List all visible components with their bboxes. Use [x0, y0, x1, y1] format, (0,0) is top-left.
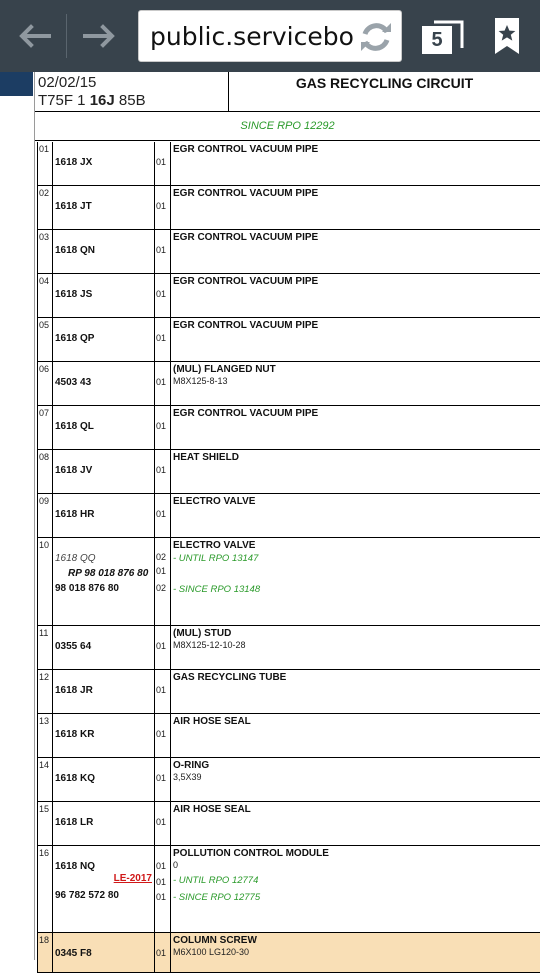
until-rpo-note: - UNTIL RPO 13147 — [173, 553, 259, 564]
quantity-cell — [155, 933, 171, 972]
reference-cell — [53, 406, 155, 449]
quantity-cell — [155, 802, 171, 845]
toolbar-divider — [66, 14, 67, 58]
part-reference: 1618 QP — [55, 333, 95, 344]
part-description: POLLUTION CONTROL MODULE — [173, 848, 329, 859]
description-cell — [171, 933, 540, 972]
part-reference: 0355 64 — [55, 641, 92, 652]
description-cell — [171, 494, 540, 537]
index-cell — [37, 406, 53, 449]
index-cell — [37, 846, 53, 932]
quantity-cell — [155, 406, 171, 449]
description-cell — [171, 186, 540, 229]
table-row — [37, 670, 540, 714]
part-description: EGR CONTROL VACUUM PIPE — [173, 408, 319, 419]
part-quantity: 01 — [156, 817, 167, 827]
row-index: 09 — [39, 496, 50, 506]
part-reference: 1618 HR — [55, 509, 95, 520]
part-spec: 3,5X39 — [173, 772, 202, 782]
part-quantity: 01 — [156, 509, 167, 519]
part-description: AIR HOSE SEAL — [173, 716, 251, 727]
index-cell — [37, 318, 53, 361]
part-reference: 1618 KR — [55, 729, 95, 740]
arrow-left-icon — [17, 23, 51, 49]
old-part-reference: 1618 QQ — [55, 553, 96, 564]
index-cell — [37, 933, 53, 972]
index-cell — [37, 538, 53, 625]
reference-cell — [53, 230, 155, 273]
quantity-cell — [155, 494, 171, 537]
table-row — [37, 802, 540, 846]
quantity-cell — [155, 846, 171, 932]
table-row — [37, 714, 540, 758]
tab-count: 5 — [422, 26, 452, 54]
reference-cell — [53, 538, 155, 625]
row-index: 07 — [39, 408, 50, 418]
description-cell — [171, 450, 540, 493]
address-bar[interactable] — [138, 10, 402, 62]
since-rpo-note: - SINCE RPO 12775 — [173, 892, 261, 903]
part-reference: 96 782 572 80 — [55, 890, 119, 901]
table-row — [37, 494, 540, 538]
description-cell — [171, 230, 540, 273]
reference-cell — [53, 450, 155, 493]
description-cell — [171, 318, 540, 361]
part-quantity: 01 — [156, 289, 167, 299]
table-row — [37, 362, 540, 406]
part-description: EGR CONTROL VACUUM PIPE — [173, 320, 319, 331]
replacement-reference: RP 98 018 876 80 — [68, 568, 149, 579]
index-cell — [37, 758, 53, 801]
part-reference: 1618 LR — [55, 817, 94, 828]
description-cell — [171, 274, 540, 317]
table-row — [37, 186, 540, 230]
left-rule — [34, 72, 35, 960]
le-2017-link[interactable]: LE-2017 — [113, 873, 152, 884]
quantity-cell — [155, 362, 171, 405]
quantity-cell — [155, 626, 171, 669]
part-quantity: 01 — [156, 333, 167, 343]
part-spec: M6X100 LG120-30 — [173, 947, 250, 957]
part-quantity: 01 — [156, 685, 167, 695]
quantity-cell — [155, 450, 171, 493]
index-cell — [37, 670, 53, 713]
reference-cell — [53, 846, 155, 932]
browser-toolbar — [0, 0, 540, 72]
part-description: ELECTRO VALVE — [173, 496, 256, 507]
table-row — [37, 846, 540, 933]
row-index: 10 — [39, 540, 50, 550]
reload-icon — [357, 18, 395, 56]
part-reference: 1618 KQ — [55, 773, 96, 784]
part-quantity: 01 — [156, 377, 167, 387]
quantity-cell — [155, 186, 171, 229]
parts-table — [37, 142, 540, 973]
index-cell — [37, 230, 53, 273]
table-row-highlighted — [37, 933, 540, 973]
index-cell — [37, 714, 53, 757]
row-index: 04 — [39, 276, 50, 286]
part-quantity: 01 — [156, 877, 167, 887]
table-row — [37, 450, 540, 494]
reference-cell — [53, 714, 155, 757]
part-description: O-RING — [173, 760, 210, 771]
description-cell — [171, 142, 540, 185]
description-cell — [171, 802, 540, 845]
description-cell — [171, 538, 540, 625]
row-index: 06 — [39, 364, 50, 374]
doc-code-post: 85B — [114, 92, 146, 109]
description-cell — [171, 626, 540, 669]
part-quantity: 01 — [156, 245, 167, 255]
part-quantity: 01 — [156, 729, 167, 739]
url-text[interactable]: public.servicebo — [150, 22, 354, 51]
reference-cell — [53, 318, 155, 361]
side-strip — [0, 72, 33, 96]
reload-button[interactable] — [357, 18, 395, 56]
reference-cell — [53, 186, 155, 229]
part-reference: 1618 JS — [55, 289, 93, 300]
doc-code-pre: T75F 1 — [38, 92, 90, 109]
arrow-right-icon — [83, 23, 117, 49]
quantity-cell — [155, 670, 171, 713]
table-row — [37, 318, 540, 362]
quantity-cell — [155, 538, 171, 625]
doc-header-left — [35, 72, 229, 112]
quantity-cell — [155, 758, 171, 801]
part-description: EGR CONTROL VACUUM PIPE — [173, 232, 319, 243]
description-cell — [171, 714, 540, 757]
index-cell — [37, 626, 53, 669]
row-index: 14 — [39, 760, 50, 770]
row-index: 03 — [39, 232, 50, 242]
description-cell — [171, 362, 540, 405]
index-cell — [37, 802, 53, 845]
row-index: 08 — [39, 452, 50, 462]
part-reference: 0345 F8 — [55, 948, 92, 959]
part-quantity: 01 — [156, 892, 167, 902]
part-quantity: 01 — [156, 201, 167, 211]
doc-header — [35, 72, 540, 112]
quantity-cell — [155, 274, 171, 317]
reference-cell — [53, 142, 155, 185]
table-row — [37, 230, 540, 274]
table-row — [37, 758, 540, 802]
row-index: 16 — [39, 848, 50, 858]
doc-title: GAS RECYCLING CIRCUIT — [295, 75, 474, 91]
table-row — [37, 274, 540, 318]
description-cell — [171, 670, 540, 713]
description-cell — [171, 758, 540, 801]
table-row — [37, 626, 540, 670]
part-description: (MUL) FLANGED NUT — [173, 364, 276, 375]
since-note: SINCE RPO 12292 — [240, 120, 335, 132]
until-rpo-note: - UNTIL RPO 12774 — [173, 875, 259, 886]
quantity-cell — [155, 142, 171, 185]
reference-cell — [53, 670, 155, 713]
index-cell — [37, 450, 53, 493]
part-reference: 1618 JX — [55, 157, 93, 168]
since-rpo-note: - SINCE RPO 13148 — [173, 584, 261, 595]
part-description: AIR HOSE SEAL — [173, 804, 251, 815]
row-index: 13 — [39, 716, 50, 726]
part-description: EGR CONTROL VACUUM PIPE — [173, 144, 319, 155]
row-index: 12 — [39, 672, 50, 682]
part-quantity: 02 — [156, 583, 167, 593]
description-cell — [171, 846, 540, 932]
forward-button[interactable] — [80, 16, 120, 56]
part-reference: 1618 NQ — [55, 861, 96, 872]
row-index: 15 — [39, 804, 50, 814]
doc-code — [38, 92, 146, 109]
quantity-cell — [155, 318, 171, 361]
row-index: 18 — [39, 935, 50, 945]
reference-cell — [53, 933, 155, 972]
part-quantity: 01 — [156, 641, 167, 651]
part-reference: 98 018 876 80 — [55, 583, 119, 594]
part-description: COLUMN SCREW — [173, 935, 257, 946]
quantity-cell — [155, 230, 171, 273]
part-reference: 1618 QL — [55, 421, 94, 432]
reference-cell — [53, 758, 155, 801]
part-description: GAS RECYCLING TUBE — [173, 672, 287, 683]
bookmark-star-icon — [492, 16, 522, 56]
back-button[interactable] — [14, 16, 54, 56]
index-cell — [37, 494, 53, 537]
part-quantity: 01 — [156, 465, 167, 475]
part-description: (MUL) STUD — [173, 628, 232, 639]
part-quantity: 01 — [156, 948, 167, 958]
row-index: 11 — [39, 628, 49, 638]
page-content — [0, 72, 540, 960]
row-index: 01 — [39, 144, 50, 154]
part-quantity: 01 — [156, 566, 167, 576]
row-index: 02 — [39, 188, 50, 198]
table-row — [37, 406, 540, 450]
part-description: EGR CONTROL VACUUM PIPE — [173, 188, 319, 199]
part-quantity: 02 — [156, 552, 167, 562]
part-reference: 1618 JR — [55, 685, 93, 696]
reference-cell — [53, 494, 155, 537]
index-cell — [37, 142, 53, 185]
part-description: EGR CONTROL VACUUM PIPE — [173, 276, 319, 287]
reference-cell — [53, 626, 155, 669]
table-row — [37, 538, 540, 626]
reference-cell — [53, 802, 155, 845]
part-spec: M8X125-12-10-28 — [173, 640, 246, 650]
part-quantity: 01 — [156, 773, 167, 783]
part-reference: 1618 JT — [55, 201, 92, 212]
reference-cell — [53, 274, 155, 317]
part-reference: 4503 43 — [55, 377, 92, 388]
part-description: HEAT SHIELD — [173, 452, 239, 463]
doc-date: 02/02/15 — [38, 74, 97, 91]
tabs-button[interactable] — [420, 14, 466, 56]
description-cell — [171, 406, 540, 449]
bookmark-button[interactable] — [492, 16, 522, 56]
doc-code-bold: 16J — [89, 92, 115, 109]
reference-cell — [53, 362, 155, 405]
index-cell — [37, 186, 53, 229]
part-quantity: 01 — [156, 157, 167, 167]
index-cell — [37, 274, 53, 317]
part-description: ELECTRO VALVE — [173, 540, 256, 551]
part-quantity: 01 — [156, 421, 167, 431]
part-reference: 1618 QN — [55, 245, 96, 256]
row-index: 05 — [39, 320, 50, 330]
part-reference: 1618 JV — [55, 465, 93, 476]
index-cell — [37, 362, 53, 405]
part-spec: 0 — [173, 860, 179, 870]
quantity-cell — [155, 714, 171, 757]
part-quantity: 01 — [156, 861, 167, 871]
part-spec: M8X125-8-13 — [173, 376, 228, 386]
since-rule — [35, 140, 540, 141]
table-row — [37, 142, 540, 186]
